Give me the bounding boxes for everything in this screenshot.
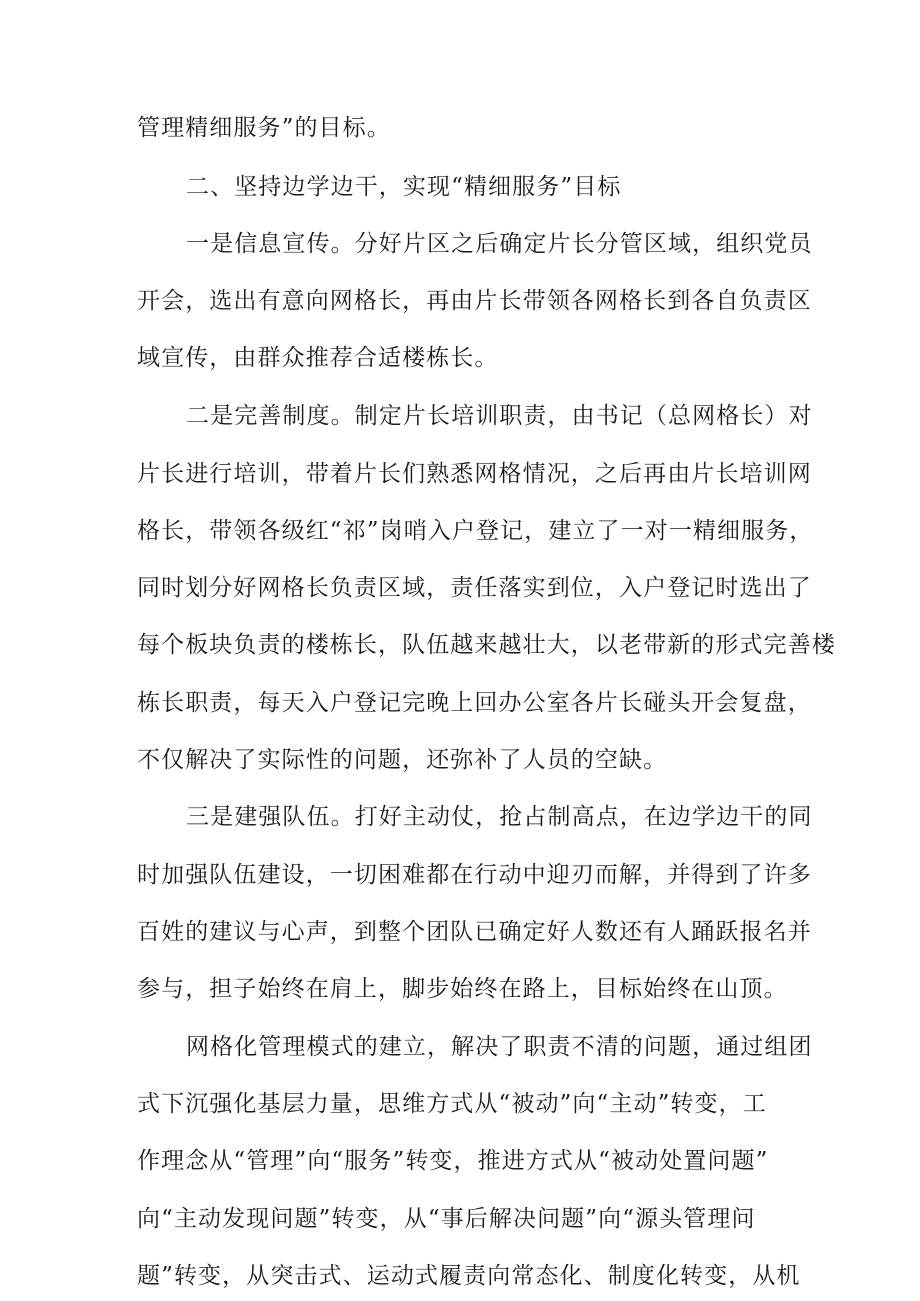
text-line: 同时划分好网格长负责区域，责任落实到位，入户登记时选出了 bbox=[137, 575, 812, 601]
text-line: 每个板块负责的楼栋长，队伍越来越壮大，以老带新的形式完善楼 bbox=[137, 632, 836, 658]
text-line: 开会，选出有意向网格长，再由片长带领各网格长到各自负责区 bbox=[137, 288, 812, 314]
section-heading: 二、坚持边学边干，实现“精细服务”目标 bbox=[186, 174, 622, 200]
text-line: 作理念从“管理”向“服务”转变，推进方式从“被动处置问题” bbox=[137, 1148, 769, 1174]
text-line: 式下沉强化基层力量，思维方式从“被动”向“主动”转变，工 bbox=[137, 1091, 767, 1117]
text-line: 格长，带领各级红“祁”岗哨入户登记，建立了一对一精细服务， bbox=[137, 518, 814, 544]
text-line: 二是完善制度。制定片长培训职责，由书记（总网格长）对 bbox=[186, 403, 813, 429]
text-line: 时加强队伍建设，一切困难都在行动中迎刃而解，并得到了许多 bbox=[137, 862, 812, 888]
text-line: 百姓的建议与心声，到整个团队已确定好人数还有人踊跃报名并 bbox=[137, 919, 812, 945]
text-line: 三是建强队伍。打好主动仗，抢占制高点，在边学边干的同 bbox=[186, 804, 813, 830]
text-line: 域宣传，由群众推荐合适楼栋长。 bbox=[137, 345, 499, 371]
text-line: 片长进行培训，带着片长们熟悉网格情况，之后再由片长培训网 bbox=[137, 461, 812, 487]
text-line: 题”转变，从突击式、运动式履责向常态化、制度化转变，从机 bbox=[137, 1263, 801, 1289]
text-line: 栋长职责，每天入户登记完晚上回办公室各片长碰头开会复盘， bbox=[137, 690, 812, 716]
text-line: 网格化管理模式的建立，解决了职责不清的问题，通过组团 bbox=[186, 1034, 813, 1060]
text-line: 一是信息宣传。分好片区之后确定片长分管区域，组织党员 bbox=[186, 231, 813, 257]
text-line: 参与，担子始终在肩上，脚步始终在路上，目标始终在山顶。 bbox=[137, 976, 788, 1002]
text-line: 管理精细服务”的目标。 bbox=[137, 115, 391, 141]
text-line: 不仅解决了实际性的问题，还弥补了人员的空缺。 bbox=[137, 747, 668, 773]
text-line: 向“主动发现问题”转变，从“事后解决问题”向“源头管理问 bbox=[137, 1206, 756, 1232]
